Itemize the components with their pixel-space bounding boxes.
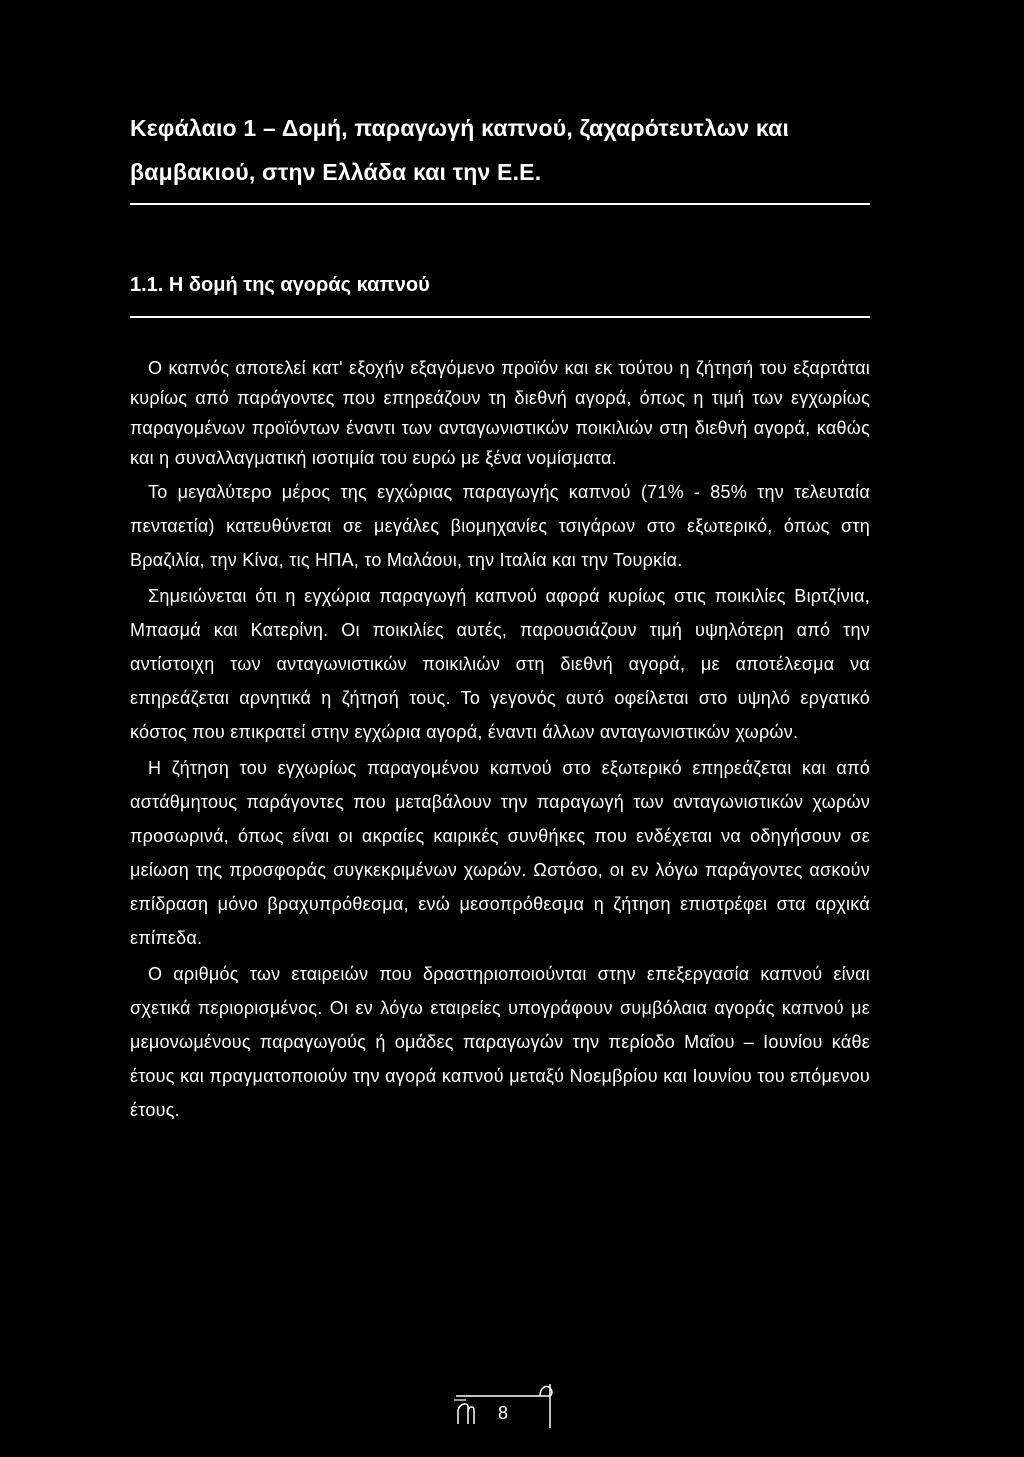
chapter-title-divider: [130, 203, 870, 205]
page-footer: [452, 1380, 556, 1430]
paragraph: Το μεγαλύτερο μέρος της εγχώριας παραγωγής καπνού (71% - 85% την τελευταία πενταετία) κατευθύνεται σε μεγάλες βιομηχανίες τσιγάρων στο εξωτερικό, όπως στη Βραζιλία, την Κίνα, τις ΗΠΑ, το Μαλάουι, την Ιταλία και την Τουρκία.: [130, 482, 870, 570]
section-title-divider: [130, 316, 870, 318]
chapter-title: Κεφάλαιο 1 – Δομή, παραγωγή καπνού, ζαχαρότευτλων και βαμβακιού, στην Ελλάδα και την Ε.Ε.: [130, 115, 790, 185]
page-number: 8: [498, 1403, 509, 1423]
paragraph: Σημειώνεται ότι η εγχώρια παραγωγή καπνού αφορά κυρίως στις ποικιλίες Βιρτζίνια, Μπασμά και Κατερίνη. Οι ποικιλίες αυτές, παρουσιάζουν τιμή υψηλότερη από την αντίστοιχη των ανταγωνιστικών ποικιλιών στη διεθνή αγορά, με αποτέλεσμα να επηρεάζεται αρνητικά η ζήτησή τους. Το γεγονός αυτό οφείλεται στο υψηλό εργατικό κόστος που επικρατεί στην εγχώρια αγορά, έναντι άλλων ανταγωνιστικών χωρών.: [130, 586, 870, 742]
paragraph: Η ζήτηση του εγχωρίως παραγομένου καπνού στο εξωτερικό επηρεάζεται και από αστάθμητους παράγοντες που μεταβάλουν την παραγωγή των ανταγωνιστικών χωρών προσωρινά, όπως είναι οι ακραίες καιρικές συνθήκες που ενδέχεται να οδηγήσουν σε μείωση της προσφοράς συγκεκριμένων χωρών. Ωστόσο, οι εν λόγω παράγοντες ασκούν επίδραση μόνο βραχυπρόθεσμα, ενώ μεσοπρόθεσμα η ζήτηση επιστρέφει στα αρχικά επίπεδα.: [130, 758, 870, 948]
paragraph: Ο αριθμός των εταιρειών που δραστηριοποιούνται στην επεξεργασία καπνού είναι σχετικά περιορισμένος. Οι εν λόγω εταιρείες υπογράφουν συμβόλαια αγοράς καπνού με μεμονωμένους παραγωγούς ή ομάδες παραγωγών την περίοδο Μαΐου – Ιουνίου κάθε έτους και πραγματοποιούν την αγορά καπνού μεταξύ Νοεμβρίου και Ιουνίου του επόμενου έτους.: [130, 964, 870, 1120]
paragraph: Ο καπνός αποτελεί κατ' εξοχήν εξαγόμενο προϊόν και εκ τούτου η ζήτησή του εξαρτάται κυρίως από παράγοντες που επηρεάζουν τη διεθνή αγορά, όπως η τιμή των εγχωρίως παραγομένων προϊόντων έναντι των ανταγωνιστικών ποικιλιών στη διεθνή αγορά, καθώς και η συναλλαγματική ισοτιμία του ευρώ με ξένα νομίσματα.: [130, 358, 870, 468]
body-text: [130, 353, 870, 1127]
section-title: 1.1. Η δομή της αγοράς καπνού: [130, 274, 430, 296]
